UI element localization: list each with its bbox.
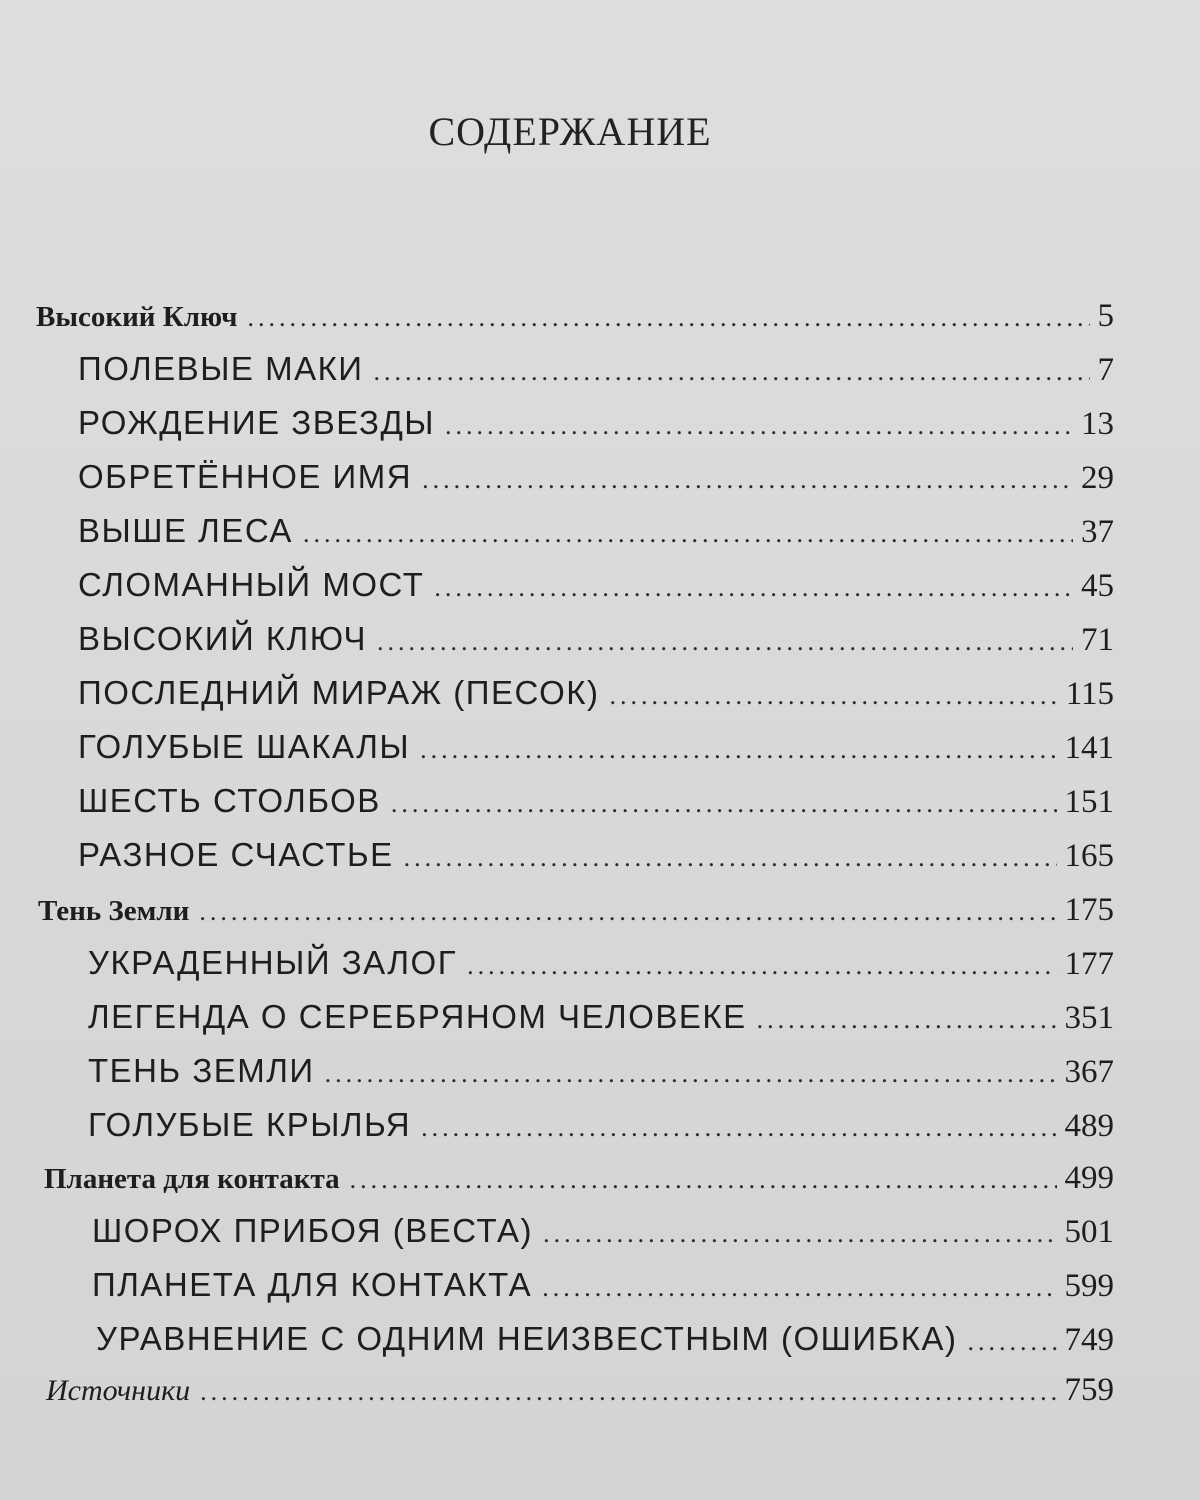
toc-page-number: 177 [1064, 946, 1114, 982]
toc-item-row[interactable] [78, 620, 1114, 659]
toc-item-row[interactable] [92, 1212, 1114, 1251]
toc-page-number: 71 [1081, 622, 1114, 658]
toc-item-title: УРАВНЕНИЕ С ОДНИМ НЕИЗВЕСТНЫМ (ОШИБКА) [96, 1320, 958, 1357]
toc-item-title: СЛОМАННЫЙ МОСТ [78, 566, 425, 603]
toc-page-number: 29 [1081, 460, 1114, 496]
toc-page-number: 599 [1064, 1268, 1114, 1304]
dot-leader [609, 681, 1057, 711]
toc-item-row[interactable] [78, 566, 1114, 605]
dot-leader [543, 1219, 1056, 1249]
toc-page-number: 151 [1064, 784, 1114, 820]
toc-item-row[interactable] [88, 998, 1114, 1037]
toc-page-number: 501 [1064, 1214, 1114, 1250]
toc-item-title: ГОЛУБЫЕ КРЫЛЬЯ [88, 1106, 412, 1143]
toc-page-number: 115 [1065, 676, 1114, 712]
toc-section-row[interactable] [38, 892, 1114, 929]
dot-leader [967, 1327, 1056, 1357]
toc-page-number: 499 [1064, 1160, 1114, 1196]
toc-item-title: ШЕСТЬ СТОЛБОВ [78, 782, 381, 819]
toc-item-row[interactable] [78, 836, 1114, 875]
toc-page-number: 141 [1064, 730, 1114, 766]
toc-section-title: Высокий Ключ [36, 301, 238, 333]
toc-item-title: ПЛАНЕТА ДЛЯ КОНТАКТА [92, 1266, 533, 1303]
dot-leader [467, 951, 1056, 981]
toc-page-number: 37 [1081, 514, 1114, 550]
toc-item-row[interactable] [88, 944, 1114, 983]
toc-page-number: 175 [1064, 892, 1114, 928]
dot-leader [404, 843, 1057, 873]
toc-item-title: ТЕНЬ ЗЕМЛИ [88, 1052, 315, 1089]
toc-section-title: Тень Земли [38, 895, 190, 927]
toc-page-number: 749 [1064, 1322, 1114, 1358]
toc-item-row[interactable] [78, 404, 1114, 443]
dot-leader [757, 1005, 1057, 1035]
toc-item-row[interactable] [78, 458, 1114, 497]
toc-section-row[interactable] [36, 298, 1114, 335]
dot-leader [420, 735, 1056, 765]
toc-sources-row[interactable] [46, 1372, 1114, 1409]
toc-item-row[interactable] [96, 1320, 1114, 1359]
dot-leader [445, 411, 1073, 441]
dot-leader [303, 519, 1073, 549]
toc-sources-title: Источники [46, 1374, 191, 1407]
toc-page-number: 759 [1064, 1372, 1114, 1408]
toc-page-number: 13 [1081, 406, 1114, 442]
toc-item-row[interactable] [78, 728, 1114, 767]
dot-leader [199, 897, 1056, 927]
toc-page-number: 7 [1097, 352, 1114, 388]
toc-item-title: РОЖДЕНИЕ ЗВЕЗДЫ [78, 404, 436, 441]
dot-leader [421, 1113, 1056, 1143]
toc-page-number: 165 [1064, 838, 1114, 874]
dot-leader [391, 789, 1057, 819]
toc-page-number: 45 [1081, 568, 1114, 604]
dot-leader [374, 357, 1090, 387]
toc-item-title: ГОЛУБЫЕ ШАКАЛЫ [78, 728, 411, 765]
toc-page-number: 5 [1097, 298, 1114, 334]
dot-leader [377, 627, 1073, 657]
toc-item-title: ВЫСОКИЙ КЛЮЧ [78, 620, 367, 657]
dot-leader [325, 1059, 1057, 1089]
dot-leader [434, 573, 1073, 603]
dot-leader [247, 303, 1089, 333]
toc-section-row[interactable] [44, 1160, 1114, 1197]
toc-page-number: 351 [1064, 1000, 1114, 1036]
toc-item-title: ШОРОХ ПРИБОЯ (ВЕСТА) [92, 1212, 534, 1249]
dot-leader [350, 1165, 1057, 1195]
page-title: СОДЕРЖАНИЕ [428, 109, 712, 154]
dot-leader [200, 1377, 1056, 1407]
toc-item-title: ПОЛЕВЫЕ МАКИ [78, 350, 364, 387]
dot-leader [422, 465, 1073, 495]
toc-item-row[interactable] [88, 1052, 1114, 1091]
toc-item-title: ВЫШЕ ЛЕСА [78, 512, 293, 549]
toc-item-title: ЛЕГЕНДА О СЕРЕБРЯНОМ ЧЕЛОВЕКЕ [88, 998, 747, 1035]
toc-item-row[interactable] [78, 512, 1114, 551]
toc-item-title: ПОСЛЕДНИЙ МИРАЖ (ПЕСОК) [78, 674, 600, 711]
toc-item-row[interactable] [78, 782, 1114, 821]
toc-item-row[interactable] [78, 674, 1114, 713]
toc-page-number: 489 [1064, 1108, 1114, 1144]
toc-item-row[interactable] [78, 350, 1114, 389]
toc-page-number: 367 [1064, 1054, 1114, 1090]
toc-item-title: ОБРЕТЁННОЕ ИМЯ [78, 458, 413, 495]
toc-item-row[interactable] [92, 1266, 1114, 1305]
dot-leader [542, 1273, 1056, 1303]
toc-item-row[interactable] [88, 1106, 1114, 1145]
toc-item-title: УКРАДЕННЫЙ ЗАЛОГ [88, 944, 458, 981]
toc-section-title: Планета для контакта [44, 1163, 340, 1195]
toc-item-title: РАЗНОЕ СЧАСТЬЕ [78, 836, 394, 873]
